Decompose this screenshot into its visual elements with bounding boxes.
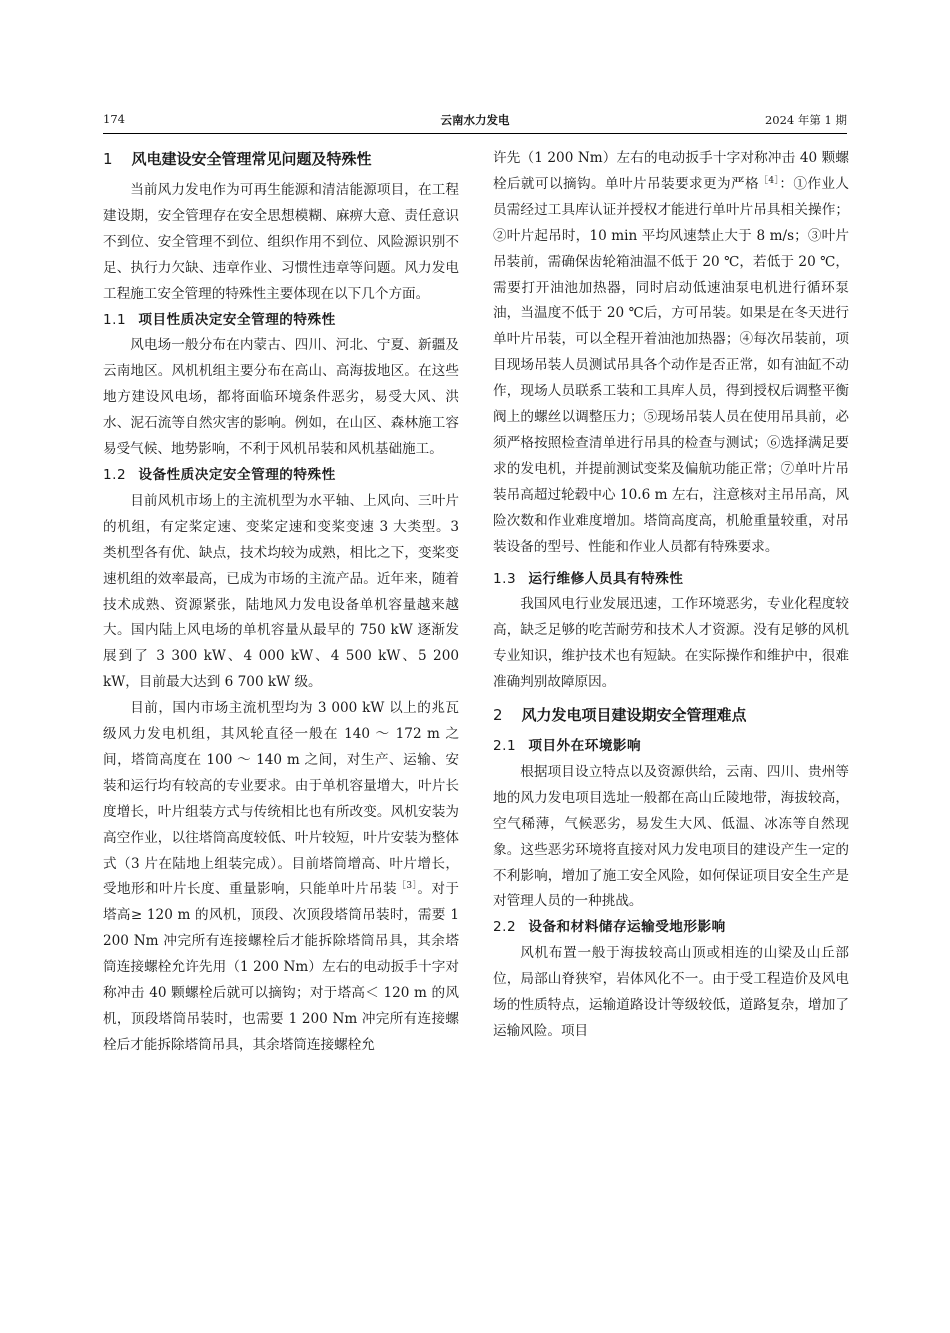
paragraph: 风电场一般分布在内蒙古、四川、河北、宁夏、新疆及云南地区。风机机组主要分布在高山、高海拔地区。在这些地方建设风电场，都将面临环境条件恶劣，易受大风、洪水、泥石流等自然灾害的影响。例如，在山区、森林施工容易受气候、地势影响，不利于风机吊装和风机基础施工。: [103, 337, 459, 458]
journal-title: 云南水力发电: [440, 113, 510, 127]
issue-label: 2024 年第 1 期: [764, 113, 847, 127]
section-title: 项目性质决定安全管理的特殊性: [138, 311, 336, 328]
section-title: 设备和材料储存运输受地形影响: [528, 919, 726, 936]
paragraph: [103, 696, 459, 1059]
section-number: 2: [493, 706, 503, 725]
paragraph: 根据项目设立特点以及资源供给，云南、四川、贵州等地的风力发电项目选址一般都在高山丘陵地带，海拔较高，空气稀薄，气候恶劣，易发生大风、低温、冰冻等自然现象。这些恶劣环境将直接对风力发电项目的建设产生一定的不利影响，增加了施工安全风险，如何保证项目安全生产是对管理人员的一种挑战。: [493, 763, 849, 910]
section-title: 运行维修人员具有特殊性: [528, 570, 684, 587]
section-1-3-heading: [493, 567, 849, 593]
section-2-1-heading: [493, 734, 849, 760]
section-number: 1.3: [493, 570, 517, 587]
section-number: 2.2: [493, 919, 517, 936]
text-run: ：①作业人员需经过工具库认证并授权才能进行单叶片吊具相关操作；②叶片起吊时，10 min 平均风速禁止大于 8 m/s；③叶片吊装前，需确保齿轮箱油温不低于 20 ℃，若低于 20 ℃，需要打开油池加热器，同时启动低速油泵电机进行循环泵油，当温度不低于 20 ℃后，方可吊装。如果是在冬天进行单叶片吊装，可以全程开着油池加热器；④每次吊装前，项目现场吊装人员测试吊具各个动作是否正常，如有油缸不动作，现场人员联系工装和工具库人员，得到授权后调整平衡阀上的螺丝以调整压力；⑤现场吊装人员在使用吊具前，必须严格按照检查清单进行吊具的检查与测试；⑥选择满足要求的发电机，并提前测试变桨及偏航功能正常；⑦单叶片吊装吊高超过轮毂中心 10.6 m 左右，注意核对主吊吊高，风险次数和作业难度增加。塔筒高度高，机舱重量较重，对吊装设备的型号、性能和作业人员都有特殊要求。: [493, 175, 850, 555]
text-run: 目前，国内市场主流机型均为 3 000 kW 以上的兆瓦级风力发电机组，其风轮直径一般在 140 ～ 172 m 之间，塔筒高度在 100 ～ 140 m 之间，对生产、运输、安装和运行均有较高的专业要求。由于单机容量增大，叶片长度增长，叶片组装方式与传统相比也有所改变。风机安装为高空作业，以往塔筒高度较低、叶片较短，叶片安装为整体式（3 片在陆地上组装完成）。目前塔筒增高、叶片增长，受地形和叶片长度、重量影响，只能单叶片吊装: [103, 700, 459, 898]
section-number: 1.1: [103, 311, 127, 328]
section-1-1-heading: [103, 308, 459, 334]
citation-ref: ［4］: [758, 175, 780, 186]
section-title: 风电建设安全管理常见问题及特殊性: [131, 150, 372, 168]
section-title: 项目外在环境影响: [528, 738, 642, 755]
section-2-heading: [493, 702, 849, 728]
section-title: 风力发电项目建设期安全管理难点: [521, 706, 747, 725]
text-run: 。对于塔高≥ 120 m 的风机，顶段、次顶段塔筒吊装时，需要 1 200 Nm 冲完所有连接螺栓后才能拆除塔筒吊具，其余塔筒连接螺栓允许先用（1 200 Nm）左右的电动扳手十字对称冲击 40 颗螺栓后就可以摘钩；对于塔高＜ 120 m 的风机，顶段塔筒吊装时，也需要 1 200 Nm 冲完所有连接螺栓后才能拆除塔筒吊具，其余塔筒连接螺栓允: [103, 881, 460, 1053]
paragraph: 目前风机市场上的主流机型为水平轴、上风向、三叶片的机组，有定桨定速、变桨定速和变桨变速 3 大类型。3 类机型各有优、缺点，技术均较为成熟，相比之下，变桨变速机组的效率最高，已成为市场的主流产品。近年来，随着技术成熟、资源紧张，陆地风力发电设备单机容量越来越大。国内陆上风电场的单机容量从最早的 750 kW 逐渐发展到了 3 300 kW、4 000 kW、4 500 kW、5 200 kW，目前最大达到 6 700 kW 级。: [103, 492, 459, 691]
section-number: 2.1: [493, 738, 517, 755]
section-title: 设备性质决定安全管理的特殊性: [138, 466, 336, 483]
right-column: [493, 146, 849, 1045]
section-1-2-heading: [103, 463, 459, 489]
section-number: 1.2: [103, 466, 127, 483]
section-1-heading: [103, 146, 459, 172]
section-2-2-heading: [493, 915, 849, 941]
left-column: [103, 146, 459, 1059]
text-run: 许先（1 200 Nm）左右的电动扳手十字对称冲击 40 颗螺栓后就可以摘钩。单叶片吊装要求更为严格: [493, 150, 849, 192]
paragraph: 我国风电行业发展迅速，工作环境恶劣，专业化程度较高，缺乏足够的吃苦耐劳和技术人才资源。没有足够的风机专业知识，维护技术也有短缺。在实际操作和维护中，很难准确判别故障原因。: [493, 596, 849, 691]
section-number: 1: [103, 150, 113, 168]
citation-ref: ［3］: [396, 881, 418, 892]
header-rule: [103, 133, 847, 134]
paragraph: [493, 146, 849, 561]
paragraph: 风机布置一般于海拔较高山顶或相连的山梁及山丘部位，局部山脊狭窄，岩体风化不一。由于受工程造价及风电场的性质特点，运输道路设计等级较低，道路复杂，增加了运输风险。项目: [493, 945, 849, 1039]
page-header: [103, 112, 847, 128]
page-number: 174: [103, 112, 125, 126]
paragraph: 当前风力发电作为可再生能源和清洁能源项目，在工程建设期，安全管理存在安全思想模糊、麻痹大意、责任意识不到位、安全管理不到位、组织作用不到位、风险源识别不足、执行力欠缺、违章作业、习惯性违章等问题。风力发电工程施工安全管理的特殊性主要体现在以下几个方面。: [103, 182, 459, 302]
